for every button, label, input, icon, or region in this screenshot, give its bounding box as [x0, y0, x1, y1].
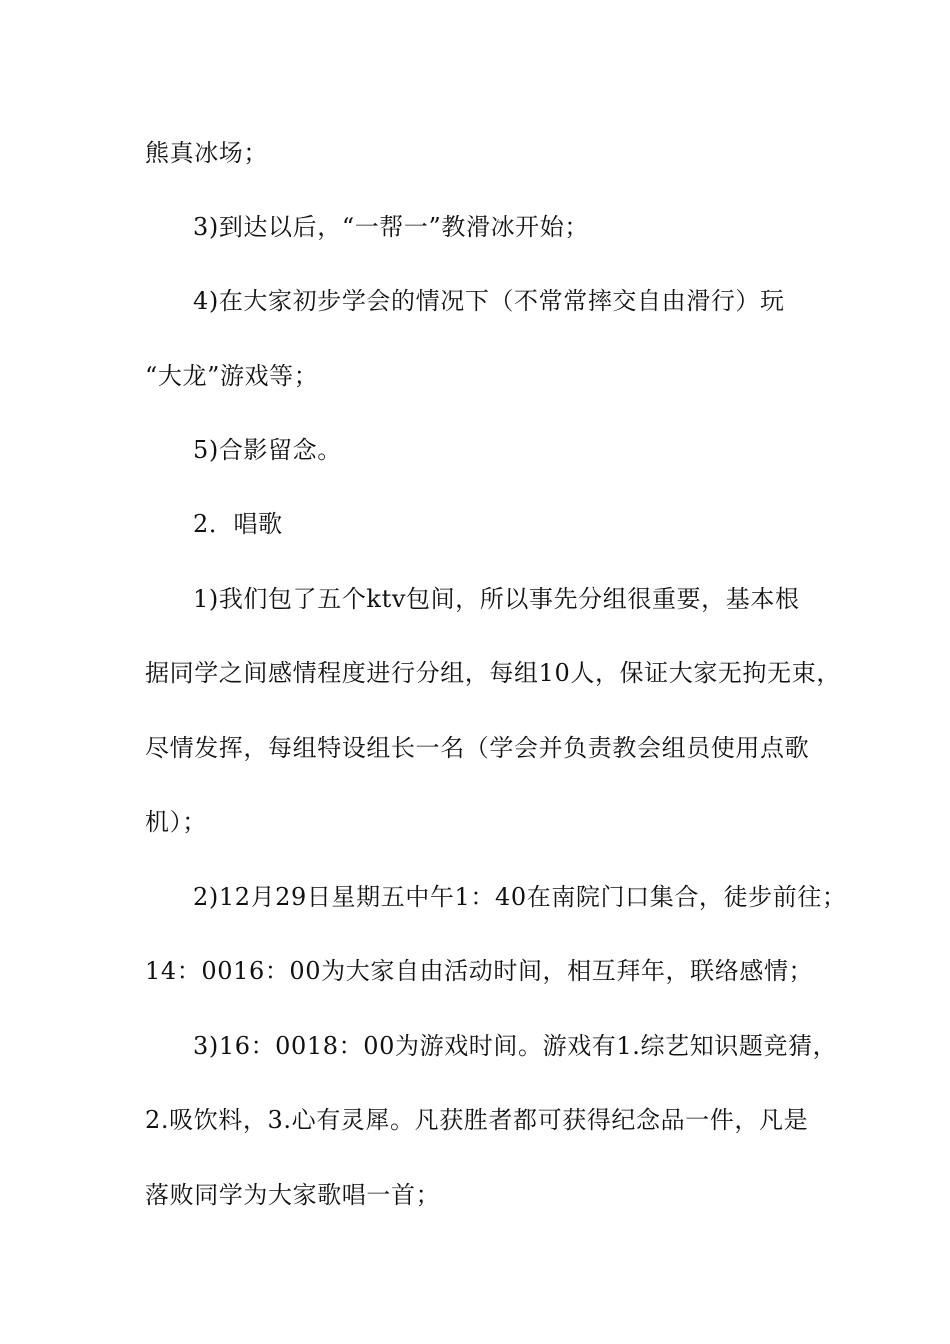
text-line: 4)在大家初步学会的情况下（不常常摔交自由滑行）玩 [193, 287, 785, 315]
text-line: 1)我们包了五个ktv包间，所以事先分组很重要，基本根 [193, 585, 800, 613]
text-line: 熊真冰场； [145, 139, 268, 167]
text-line: 尽情发挥，每组特设组长一名（学会并负责教会组员使用点歌 [145, 734, 810, 762]
text-line: 14：0016：00为大家自由活动时间，相互拜年，联络感情； [145, 957, 814, 985]
text-line: 5)合影留念。 [193, 436, 342, 464]
text-line: 落败同学为大家歌唱一首； [145, 1181, 441, 1209]
text-line: 3)到达以后，“一帮一”教滑冰开始； [193, 213, 589, 241]
section-heading: 2．唱歌 [193, 510, 283, 538]
text-line: 据同学之间感情程度进行分组，每组10人，保证大家无拘无束， [145, 659, 841, 687]
text-line: 2.吸饮料，3.心有灵犀。凡获胜者都可获得纪念品一件，凡是 [145, 1106, 809, 1134]
text-line: 2)12月29日星期五中午1：40在南院门口集合，徒步前往； [193, 883, 847, 911]
text-line: “大龙”游戏等； [145, 362, 319, 390]
text-line: 机）； [145, 808, 207, 836]
text-line: 3)16：0018：00为游戏时间。游戏有1.综艺知识题竞猜， [193, 1032, 838, 1060]
